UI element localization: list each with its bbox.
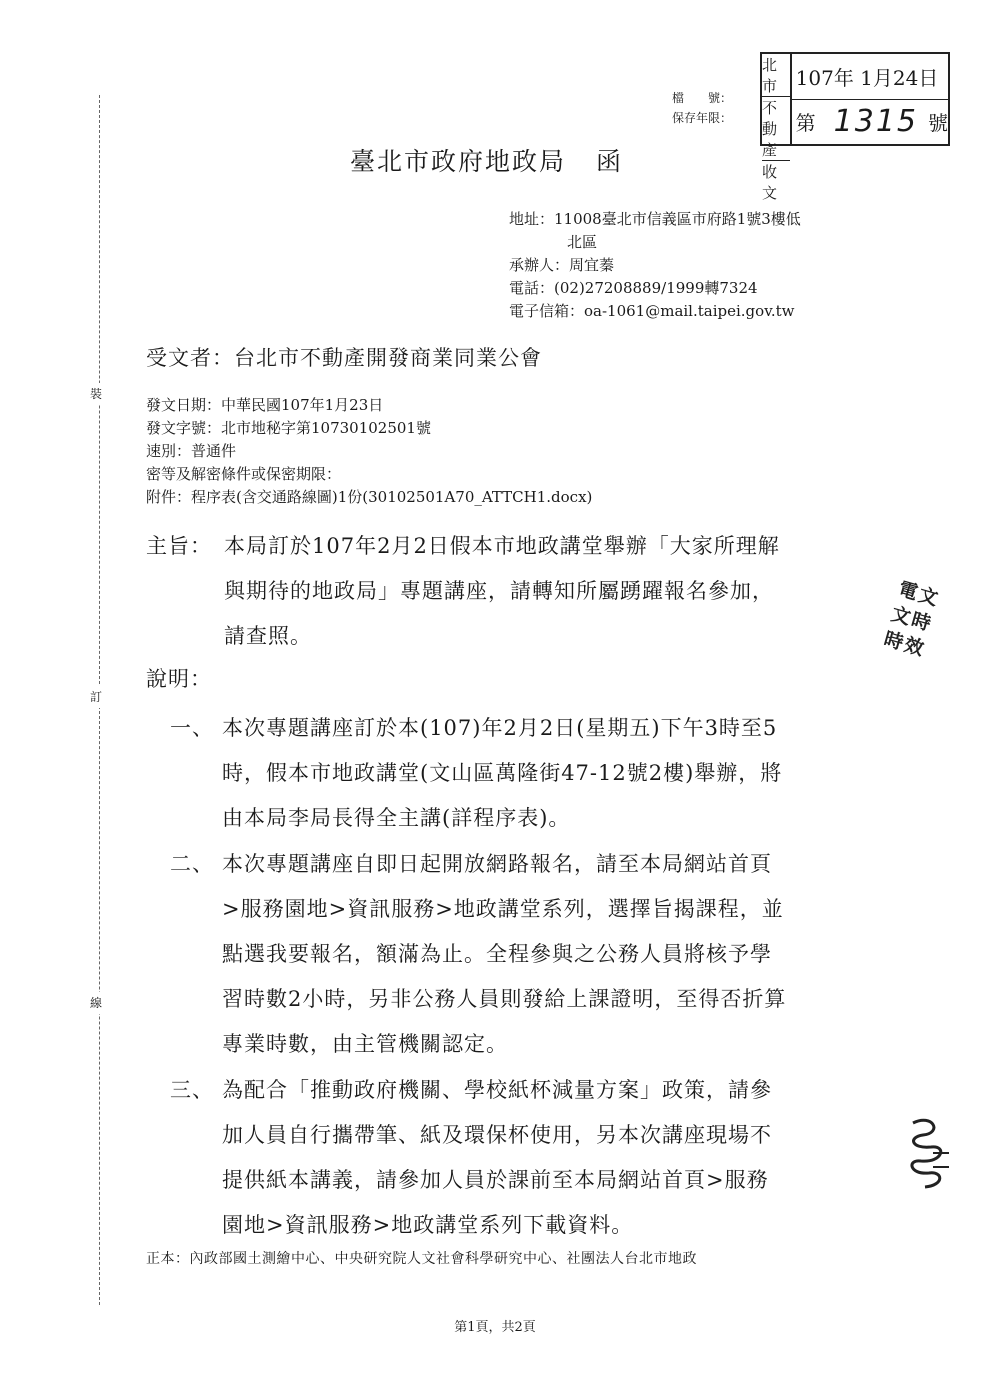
scribble-mark [903,1113,951,1193]
item-line: 加人員自行攜帶筆、紙及環保杯使用，另本次講座現場不 [222,1122,772,1147]
subject-line: 請查照。 [224,624,312,648]
subject-label: 主旨： [146,534,212,558]
side-stamp [876,576,964,686]
side-stamp-line: 文時 [888,602,936,636]
subject-line: 與期待的地政局」專題講座，請轉知所屬踴躍報名參加， [224,579,774,603]
copies-to: 正本：內政部國土測繪中心、中央研究院人文社會科學研究中心、社團法人台北市地政 [146,1251,697,1267]
stamp-number-suffix: 號 [928,111,948,136]
stamp-number-row [792,100,948,145]
stamp-side-received: 收文 [762,163,777,202]
document-type: 函 [596,147,624,176]
address-line-2: 北區 [567,233,598,251]
item-number: 一、 [170,716,214,740]
item-line: 本次專題講座訂於本(107)年2月2日(星期五)下午3時至5 [222,716,778,740]
page-number: 第1頁，共2頁 [454,1320,536,1335]
binding-mark-xian: 線 [90,992,102,1014]
item-line: 本次專題講座自即日起開放網路報名，請至本局網站首頁 [222,851,772,876]
side-stamp-line: 時效 [881,627,928,661]
side-stamp-line: 電文 [895,577,943,611]
explanation-label: 說明： [146,667,212,691]
handler: 承辦人：周宜蓁 [509,256,615,274]
list-item [170,706,890,842]
item-line: 園地>資訊服務>地政講堂系列下載資料。 [222,1213,634,1238]
item-line: 習時數2小時，另非公務人員則發給上課證明，至得否折算 [222,987,787,1012]
stamp-side-column [762,54,792,202]
phone: 電話：(02)27208889/1999轉7324 [509,279,758,297]
item-line: 專業時數，由主管機關認定。 [222,1032,508,1057]
agency-name: 臺北市政府地政局 [350,147,567,176]
explanation-items [170,706,890,1248]
issue-date: 發文日期：中華民國107年1月23日 [146,396,384,414]
list-item [170,842,890,1068]
subject-section [146,524,876,659]
issue-number: 發文字號：北市地秘字第10730102501號 [146,419,431,437]
speed-class: 速別：普通件 [146,442,237,460]
stamp-number: 1315 [833,104,918,140]
item-line: 由本局李局長得全主講(詳程序表)。 [222,806,571,831]
receipt-stamp [760,52,950,202]
stamp-body [792,54,948,144]
attachment: 附件：程序表(含交通路線圖)1份(30102501A70_ATTCH1.docx) [146,488,593,506]
item-line: 為配合「推動政府機關、學校紙杯減量方案」政策，請參 [222,1077,772,1102]
file-number-label: 檔 號： [672,91,733,105]
binding-mark-zhuang: 裝 [90,383,102,405]
email: 電子信箱：oa-1061@mail.taipei.gov.tw [509,302,795,320]
stamp-date: 107年 1月24日 [792,54,948,100]
item-number: 三、 [170,1077,214,1102]
item-line: 點選我要報名，額滿為止。全程參與之公務人員將核予學 [222,941,772,966]
item-number: 二、 [170,851,214,876]
stamp-number-prefix: 第 [795,111,816,136]
item-line: 時，假本市地政講堂(文山區萬隆街47-12號2樓)舉辦，將 [222,761,783,786]
list-item [170,1068,890,1249]
item-line: >服務園地>資訊服務>地政講堂系列，選擇旨揭課程，並 [222,896,784,921]
document-meta [146,394,592,509]
secrecy-level: 密等及解密條件或保密期限： [146,465,342,483]
document-title [350,142,623,178]
stamp-side-city: 北市 [762,54,790,97]
contact-block [509,208,801,323]
recipient: 受文者：台北市不動產開發商業同業公會 [146,346,542,370]
item-line: 提供紙本講義，請參加人員於課前至本局網站首頁>服務 [222,1167,769,1192]
binding-mark-ding: 訂 [90,686,102,708]
retention-label: 保存年限： [672,111,733,125]
stamp-side-realestate: 不動產 [762,97,790,161]
subject-line: 本局訂於107年2月2日假本市地政講堂舉辦「大家所理解 [224,534,780,558]
file-labels [672,88,732,128]
address-line-1: 地址：11008臺北市信義區市府路1號3樓低 [509,210,801,228]
